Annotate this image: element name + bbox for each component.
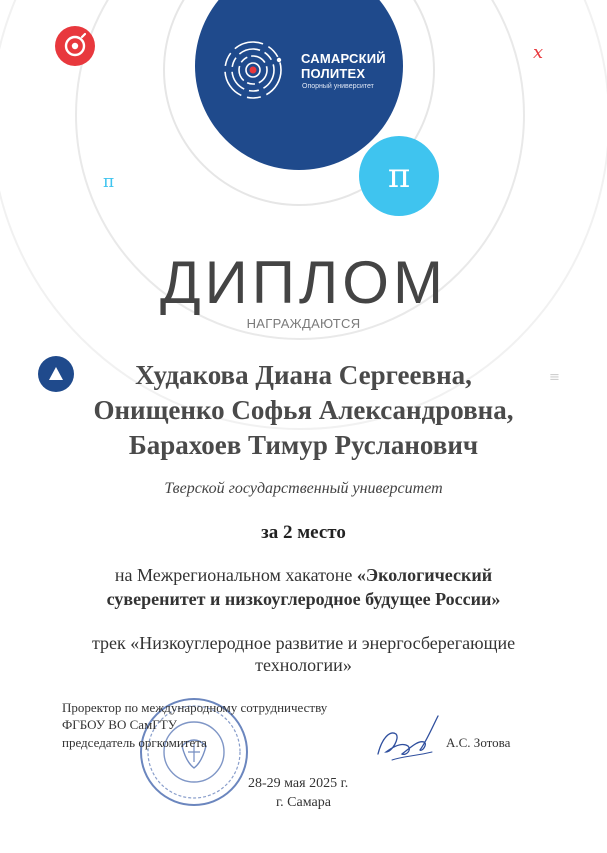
brand-name-line1: САМАРСКИЙ [301, 51, 386, 66]
pi-small-icon: π [103, 172, 115, 192]
signer-position-line3: председатель оргкомитета [62, 735, 207, 750]
awardee-name: Барахоев Тимур Русланович [128, 430, 479, 460]
diploma-title: ДИПЛОМ [160, 249, 447, 316]
award-place: за 2 место [261, 522, 346, 543]
target-icon [55, 26, 95, 66]
equiv-icon: ≡ [549, 370, 560, 385]
pi-circle-icon: π [359, 136, 439, 216]
event-line-1 [0, 565, 607, 586]
event-name-part1: «Экологический [356, 565, 493, 585]
diploma-subtitle: НАГРАЖДАЮТСЯ [246, 316, 361, 331]
track-line-2: технологии» [255, 655, 352, 675]
brand-name-line2: ПОЛИТЕХ [301, 66, 366, 81]
awardee-name: Онищенко Софья Александровна, [93, 395, 514, 425]
signer-name: А.С. Зотова [446, 735, 511, 750]
event-prefix: на Межрегиональном хакатоне [114, 565, 357, 585]
signer-position-line1: Проректор по международному сотрудничеству [62, 700, 328, 715]
event-name-part2: суверенитет и низкоуглеродное будущее России» [106, 589, 501, 609]
track-line-1: трек «Низкоуглеродное развитие и энергосберегающие [91, 633, 516, 653]
handwritten-signature [372, 712, 442, 768]
event-date: 28-29 мая 2025 г. [248, 776, 349, 791]
event-city: г. Самара [276, 795, 331, 810]
orbit-logo-icon [221, 38, 285, 102]
university-name: Тверской государственный университет [164, 480, 443, 497]
brand-tagline: Опорный университет [302, 83, 374, 90]
awardee-name: Худакова Диана Сергеевна, [135, 360, 472, 390]
signer-position-line2: ФГБОУ ВО СамГТУ [62, 717, 177, 732]
x-symbol-icon: x [533, 42, 544, 63]
